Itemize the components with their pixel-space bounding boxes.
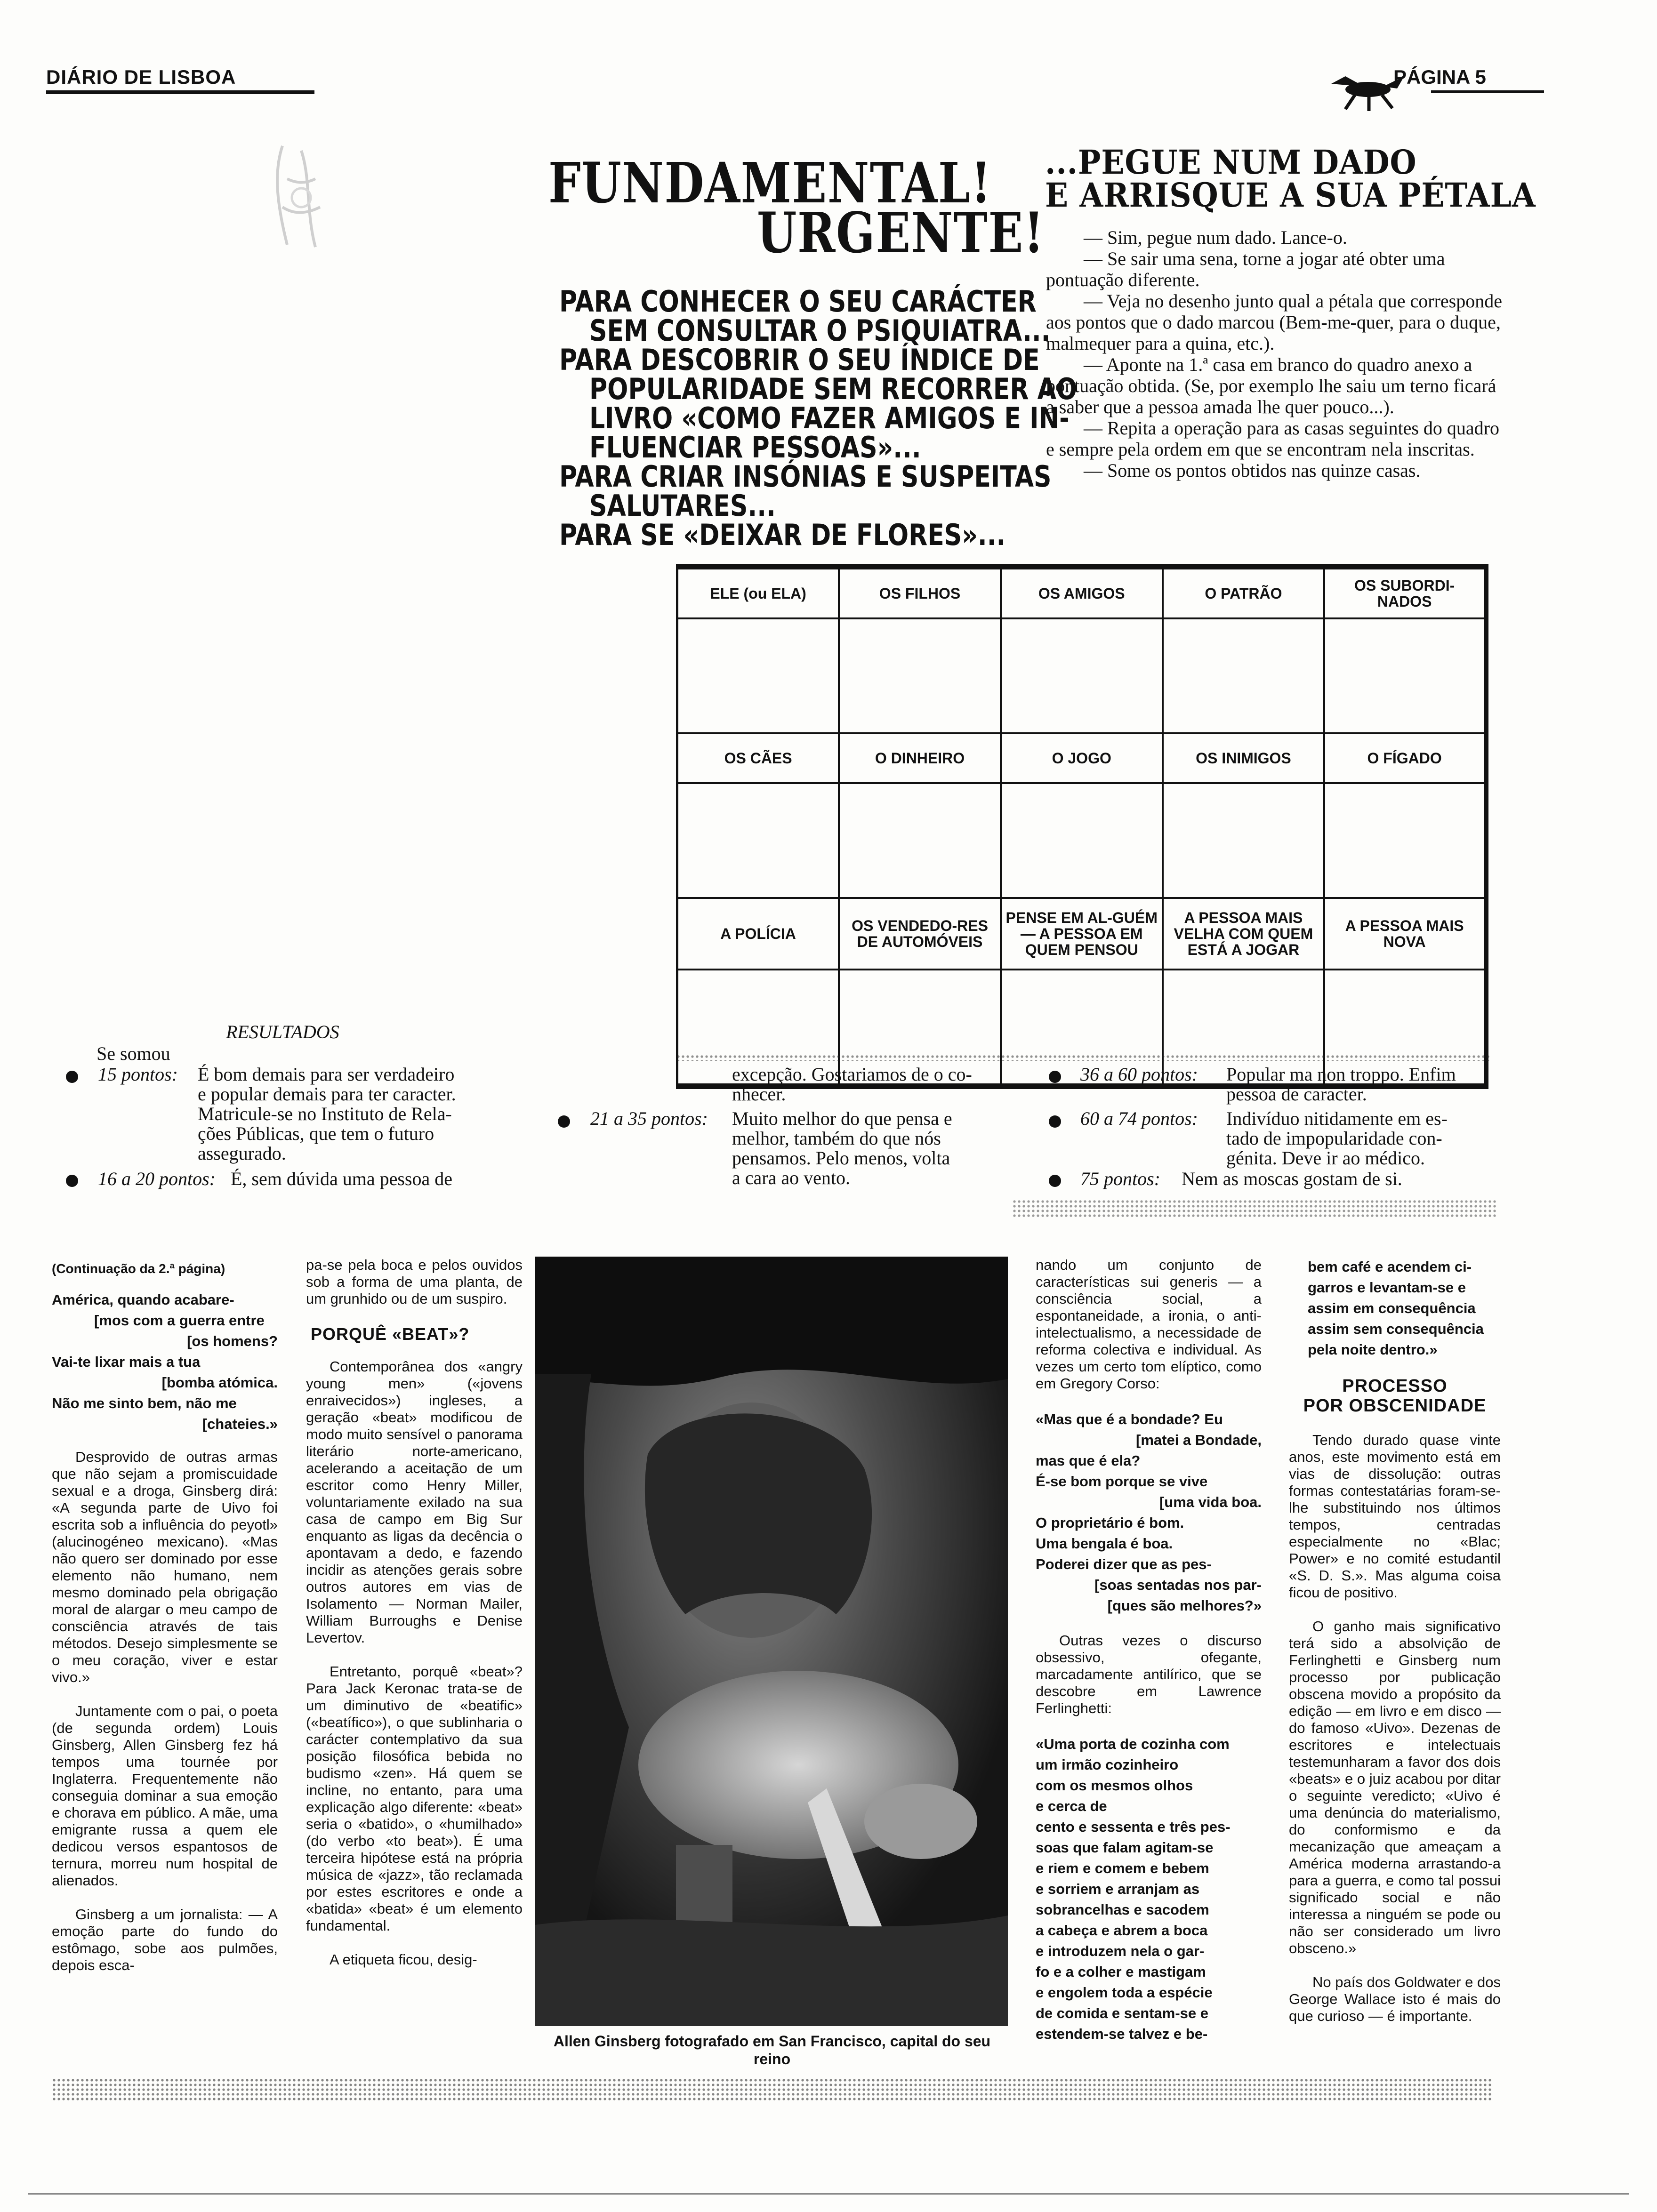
dice-headline — [1045, 143, 1578, 215]
result-line: Indivíduo nitidamente em es- — [1226, 1108, 1448, 1129]
poem-line: com os mesmos olhos — [1036, 1777, 1193, 1794]
poem-line: a cabeça e abrem a boca — [1036, 1922, 1208, 1939]
paragraph: Ginsberg a um jornalista: — A emoção parte do fundo do estômago, sobe aos pulmões, depois esca- — [52, 1906, 278, 1973]
score-box[interactable] — [1001, 783, 1163, 898]
page-number: PÁGINA 5 — [1393, 66, 1486, 88]
poem-line: [mos com a guerra entre — [94, 1312, 265, 1329]
poem-line: bem café e acendem ci- — [1308, 1258, 1472, 1275]
poem-line: [matei a Bondade, — [1136, 1432, 1262, 1448]
poem-line: e engolem toda a espécie — [1036, 1984, 1213, 2001]
poem-excerpt — [52, 1290, 278, 1435]
poem-line: e sorriem e arranjam as — [1036, 1881, 1200, 1897]
poem-line: um irmão cozinheiro — [1036, 1756, 1179, 1773]
result-text: Nem as moscas gostam de si. — [1182, 1168, 1402, 1189]
score-box[interactable] — [1324, 618, 1486, 733]
paragraph: Juntamente com o pai, o poeta (de segunda ordem) Louis Ginsberg, Allen Ginsberg fez há tempos uma tournée por Inglaterra. Frequentemente não conseguia dominar a sua emoção e chorava em público. A mãe, uma emigrante russa a quem ele dedicou versos espantosos de ternura, morreu num hospital de alienados. — [52, 1703, 278, 1889]
poem-line: É-se bom porque se vive — [1036, 1473, 1208, 1490]
result-label: 60 a 74 pontos: — [1080, 1108, 1198, 1129]
result-line: assegurado. — [198, 1143, 286, 1164]
dice-headline-line: E ARRISQUE A SUA PÉTALA — [1045, 176, 1536, 215]
result-label: 15 pontos: — [98, 1064, 178, 1085]
score-box[interactable] — [1001, 618, 1163, 733]
paragraph: Tendo durado quase vinte anos, este movimento está em vias de dissolução: outras formas contestatárias foram-se-lhe substituindo nos últimos tempos, centradas especialmente no «Blac; Power» e no comité estudantil «S. D. S.». Mas alguma coisa ficou de positivo. — [1289, 1432, 1501, 1601]
paragraph: No país dos Goldwater e dos George Wallace isto é mais do que curioso — é importante. — [1289, 1974, 1501, 2024]
table-cell-label: OS CÃES — [677, 733, 839, 783]
score-box[interactable] — [677, 783, 839, 898]
article-body — [306, 1358, 523, 1968]
headline-urgente: URGENTE! — [757, 200, 1045, 265]
instruction: — Se sair uma sena, torne a jogar até obter uma pontuação diferente. — [1046, 248, 1445, 290]
photo-allen-ginsberg — [535, 1257, 1008, 2026]
bullet — [558, 1115, 570, 1128]
result-line: pessoa de caracter. — [1226, 1083, 1367, 1105]
faint-flower-sketch — [254, 136, 348, 254]
poem-excerpt — [1036, 1409, 1262, 1616]
result-line: Muito melhor do que pensa e — [732, 1108, 952, 1129]
poem-line: assim em consequência — [1308, 1300, 1476, 1316]
poem-line: [os homens? — [187, 1333, 278, 1349]
result-label: 75 pontos: — [1080, 1168, 1160, 1189]
score-box[interactable] — [839, 618, 1001, 733]
photo-image — [535, 1257, 1008, 2026]
bullet — [1049, 1175, 1061, 1187]
result-line: É bom demais para ser verdadeiro — [198, 1064, 455, 1085]
table-cell-label: PENSE EM AL-GUÉM — A PESSOA EM QUEM PENSOU — [1001, 898, 1163, 970]
poem-line: de comida e sentam-se e — [1036, 2005, 1208, 2021]
intro-line: PARA SE «DEIXAR DE FLORES»... — [559, 518, 1006, 552]
paragraph: A etiqueta ficou, desig- — [330, 1951, 477, 1968]
table-cell-label: OS SUBORDI-NADOS — [1324, 567, 1486, 618]
article-body — [52, 1449, 278, 1974]
poem-excerpt — [1036, 1734, 1262, 2044]
paragraph: nando um conjunto de características sui generis — a consciência social, a espontaneidade, a ironia, o anti-intelectualismo, a necessidade de reforma colectiva e individual. As vezes um certo tom elíptico, como em Gregory Corso: — [1036, 1257, 1262, 1392]
headline-fundamental: FUNDAMENTAL! — [548, 150, 992, 216]
score-box[interactable] — [839, 783, 1001, 898]
article-body — [1289, 1432, 1501, 2025]
instruction: — Sim, pegue num dado. Lance-o. — [1084, 227, 1347, 248]
subheading: PORQUÊ «BEAT»? — [311, 1324, 470, 1344]
paragraph: O ganho mais significativo terá sido a absolvição de Ferlinghetti e Ginsberg num processo por publicação obscena movido a propósito da edição — em livro e em disco — do famoso «Uivo». Dezenas de escritores e intelectuais testemunharam a favor dos dois «beats» e o juiz acabou por ditar o seguinte veredicto; «Uivo é uma denúncia do materialismo, do conformismo e da mecanização que ameaçam a América moderna arrastando-a para a guerra, e como tal possui significado social e não interessa a ninguém se pode ou não ser considerado um livro obsceno.» — [1289, 1618, 1501, 1956]
bottom-halftone-band — [52, 2078, 1492, 2100]
instructions — [1046, 227, 1503, 481]
poem-line: garros e levantam-se e — [1308, 1279, 1466, 1296]
intro-line: SEM CONSULTAR O PSIQUIATRA... — [589, 313, 1051, 348]
paragraph: Outras vezes o discurso obsessivo, ofegante, marcadamente antilírico, que se descobre em Lawrence Ferlinghetti: — [1036, 1632, 1262, 1716]
instruction: — Repita a operação para as casas seguintes do quadro e sempre pela ordem em que se encontram nela inscritas. — [1046, 417, 1499, 460]
poem-line: [soas sentadas nos par- — [1094, 1577, 1262, 1593]
poem-line: assim sem consequência — [1308, 1321, 1484, 1337]
masthead-rule-right — [1431, 90, 1544, 93]
paragraph: pa-se pela boca e pelos ouvidos sob a forma de uma planta, de um grunhido ou de um suspiro. — [306, 1257, 523, 1307]
table-cell-label: OS AMIGOS — [1001, 567, 1163, 618]
poem-line: «Mas que é a bondade? Eu — [1036, 1411, 1223, 1427]
result-text — [732, 1065, 972, 1104]
instruction: — Aponte na 1.ª casa em branco do quadro anexo a pontuação obtida. (Se, por exemplo lhe saiu um terno ficará a saber que a pessoa amada lhe quer pouco...). — [1046, 354, 1496, 417]
intro-line: LIVRO «COMO FAZER AMIGOS E IN- — [589, 401, 1070, 435]
table-cell-label: OS VENDEDO-RES DE AUTOMÓVEIS — [839, 898, 1001, 970]
poem-line: pela noite dentro.» — [1308, 1341, 1438, 1358]
score-table — [676, 564, 1488, 1089]
intro-line: POPULARIDADE SEM RECORRER AO — [589, 372, 1078, 406]
poem-line: soas que falam agitam-se — [1036, 1839, 1214, 1856]
poem-line: sobrancelhas e sacodem — [1036, 1901, 1209, 1918]
result-text — [1226, 1065, 1456, 1104]
intro-line: SALUTARES... — [589, 489, 776, 523]
subheading-line: PROCESSO — [1342, 1376, 1448, 1396]
result-line: Matricule-se no Instituto de Rela- — [198, 1103, 452, 1124]
table-bottom-rule — [676, 1054, 1490, 1061]
result-line: pensamos. Pelo menos, volta — [732, 1147, 950, 1169]
intro-line: PARA DESCOBRIR O SEU ÍNDICE DE — [559, 343, 1040, 377]
paragraph: Contemporânea dos «angry young men» («jovens enraivecidos») ingleses, a geração «beat» modificou de modo muito sensível o panorama literário norte-americano, acelerando a aceitação de um escritor como Henry Miller, voluntariamente exilado na sua casa de campo em Big Sur enquanto as ligas da decência o apontavam a dedo, e fazendo incidir as atenções gerais sobre outros autores em vias de Isolamento — Norman Mailer, William Burroughs e Denise Levertov. — [306, 1358, 523, 1646]
masthead-title: DIÁRIO DE LISBOA — [46, 66, 236, 88]
article-body — [1036, 1257, 1262, 1392]
poem-line: [chateies.» — [202, 1416, 278, 1432]
poem-line: [uma vida boa. — [1159, 1494, 1262, 1510]
article-body — [1036, 1632, 1262, 1717]
bullet — [66, 1071, 78, 1083]
poem-excerpt — [1289, 1257, 1501, 1360]
subheading-line: POR OBSCENIDADE — [1303, 1396, 1487, 1416]
table-cell-label: OS FILHOS — [839, 567, 1001, 618]
poem-line: O proprietário é bom. — [1036, 1515, 1184, 1531]
photo-caption: Allen Ginsberg fotografado em San Francisco, capital do seu reino — [553, 2033, 991, 2068]
table-cell-label: A POLÍCIA — [677, 898, 839, 970]
table-cell-label: ELE (ou ELA) — [677, 567, 839, 618]
intro-line: PARA CRIAR INSÓNIAS E SUSPEITAS — [559, 459, 1052, 494]
score-box[interactable] — [1163, 618, 1325, 733]
article-body — [306, 1257, 523, 1307]
masthead-rule — [46, 90, 314, 94]
subheading — [1289, 1376, 1501, 1416]
table-cell-label: O JOGO — [1001, 733, 1163, 783]
instruction: — Veja no desenho junto qual a pétala que corresponde aos pontos que o dado marcou (Bem-me-quer, para o duque, malmequer para a quina, etc.). — [1046, 290, 1502, 354]
paragraph: Entretanto, porquê «beat»? Para Jack Keronac trata-se de um diminutivo de «beatific» («beatífico»), o que sublinharia o carácter contemplativo da sua posição filosófica bebida no budismo «zen». Há quem se incline, no entanto, para uma explicação algo diferente: «beat» seria o «batido», o «humilhado» (do verbo «to beat»). É uma terceira hipótese está na própria música de «jazz», tão reclamada por estes escritores e onde a «batida» «beat» é um elemento fundamental. — [306, 1663, 523, 1934]
halftone-strip — [1012, 1199, 1497, 1218]
poem-line: [ques são melhores?» — [1107, 1597, 1262, 1614]
bullet — [1049, 1071, 1061, 1083]
poem-line: [bomba atómica. — [161, 1374, 278, 1391]
poem-line: Vai-te lixar mais a tua — [52, 1354, 201, 1370]
paragraph: Desprovido de outras armas que não sejam a promiscuidade sexual e a droga, Ginsberg dirá: «A segunda parte de Uivo foi escrita sob a influência do peyotl» (alucinogéneo mexicano). «Mas não quero ser dominado por esse elemento não humano, nem mesmo dominado pela obrigação moral de alargar o meu campo de consciência através de tais métodos. Desejo simplesmente se o meu coração, viver e estar vivo.» — [52, 1449, 278, 1685]
article-column-3 — [1036, 1257, 1262, 2044]
bullet — [1049, 1115, 1061, 1128]
result-text — [198, 1065, 527, 1163]
result-line: a cara ao vento. — [732, 1167, 850, 1188]
poem-line: América, quando acabare- — [52, 1291, 234, 1308]
result-text: É, sem dúvida uma pessoa de — [231, 1168, 452, 1189]
table-cell-label: A PESSOA MAIS VELHA COM QUEM ESTÁ A JOGAR — [1163, 898, 1325, 970]
article-column-4 — [1289, 1257, 1501, 2042]
result-label: 36 a 60 pontos: — [1080, 1064, 1198, 1085]
results-title: RESULTADOS — [226, 1021, 339, 1042]
poem-line: cento e sessenta e três pes- — [1036, 1819, 1231, 1835]
results-lead: Se somou — [97, 1043, 170, 1064]
result-line: Popular ma non troppo. Enfim — [1226, 1064, 1456, 1085]
table-cell-label: O DINHEIRO — [839, 733, 1001, 783]
result-label: 21 a 35 pontos: — [590, 1108, 708, 1129]
dice-headline-line: ...PEGUE NUM DADO — [1045, 143, 1417, 182]
result-line: excepção. Gostariamos de o co- — [732, 1064, 972, 1085]
poem-line: «Uma porta de cozinha com — [1036, 1736, 1230, 1752]
poem-line: Uma bengala é boa. — [1036, 1535, 1173, 1552]
article-column-1 — [52, 1261, 278, 1991]
continuation-note: (Continuação da 2.ª página) — [52, 1261, 225, 1276]
table-cell-label: OS INIMIGOS — [1163, 733, 1325, 783]
score-box[interactable] — [1163, 783, 1325, 898]
instruction: — Some os pontos obtidos nas quinze casas. — [1084, 460, 1421, 481]
poem-line: Não me sinto bem, não me — [52, 1395, 237, 1411]
result-label: 16 a 20 pontos: — [98, 1168, 216, 1189]
table-cell-label: O FÍGADO — [1324, 733, 1486, 783]
poem-line: estendem-se talvez e be- — [1036, 2026, 1208, 2042]
result-line: ções Públicas, que tem o futuro — [198, 1123, 434, 1144]
result-line: génita. Deve ir ao médico. — [1226, 1147, 1425, 1169]
result-line: melhor, também do que nós — [732, 1128, 941, 1149]
table-cell-label: O PATRÃO — [1163, 567, 1325, 618]
poem-line: e cerca de — [1036, 1798, 1107, 1814]
poem-line: fo e a colher e mastigam — [1036, 1964, 1206, 1980]
article-column-2 — [306, 1257, 523, 1985]
score-box[interactable] — [677, 618, 839, 733]
score-box[interactable] — [1324, 783, 1486, 898]
poem-line: Poderei dizer que as pes- — [1036, 1556, 1212, 1572]
result-line: tado de impopularidade con- — [1226, 1128, 1442, 1149]
page-bottom-rule — [28, 2193, 1629, 2195]
poem-line: e riem e comem e bebem — [1036, 1860, 1209, 1876]
result-text — [732, 1109, 952, 1188]
intro-line: PARA CONHECER O SEU CARÁCTER — [559, 284, 1037, 319]
poem-line: e introduzem nela o gar- — [1036, 1943, 1205, 1959]
intro-line: FLUENCIAR PESSOAS»... — [589, 430, 921, 465]
result-line: e popular demais para ter caracter. — [198, 1083, 456, 1105]
table-cell-label: A PESSOA MAIS NOVA — [1324, 898, 1486, 970]
result-line: nhecer. — [732, 1083, 786, 1105]
poem-line: mas que é ela? — [1036, 1452, 1141, 1469]
bullet — [66, 1175, 78, 1187]
result-text — [1226, 1109, 1448, 1168]
